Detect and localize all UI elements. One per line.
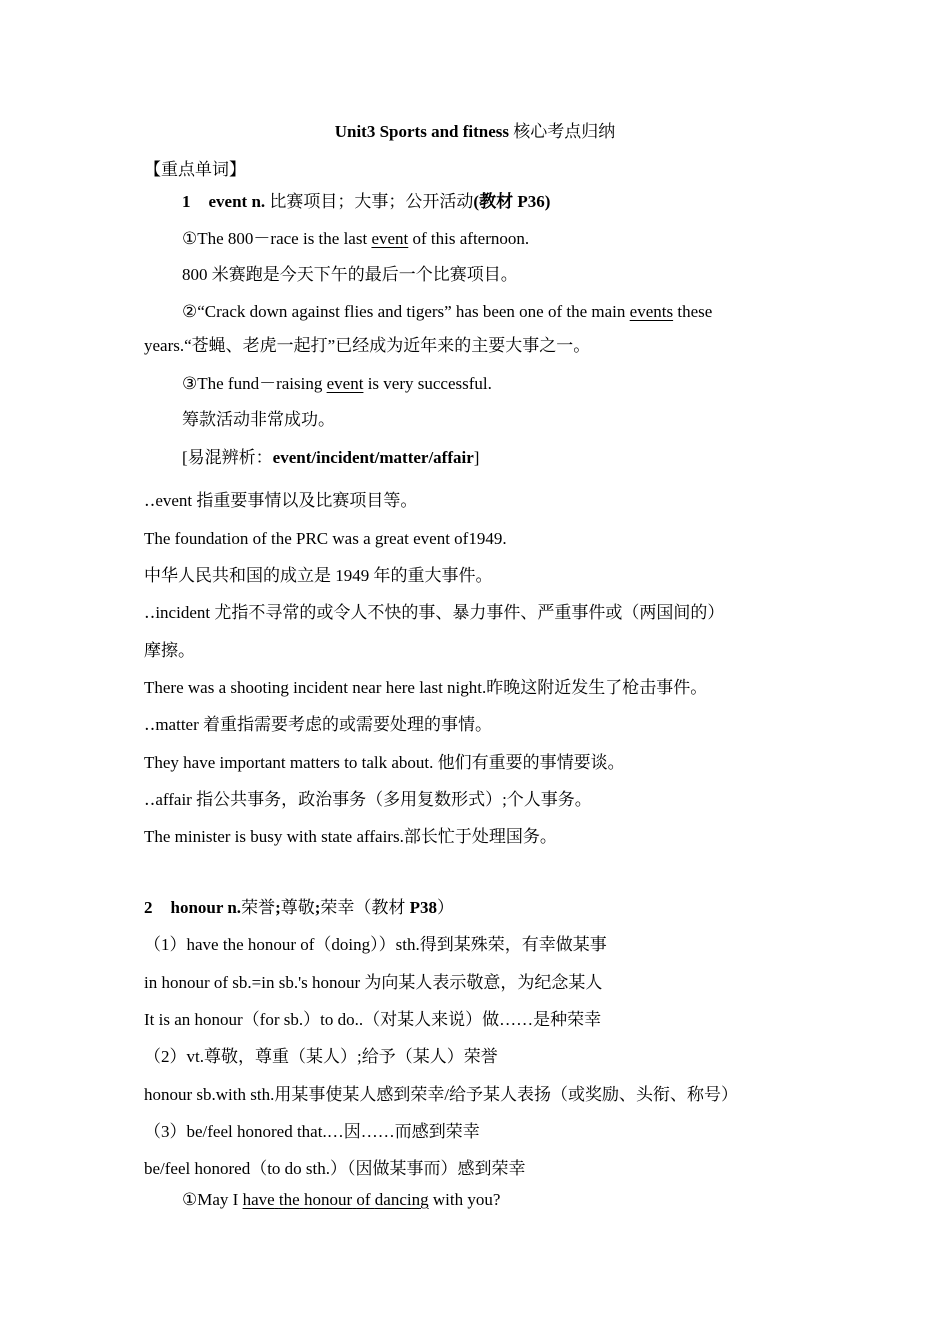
item2-number: 2 bbox=[144, 898, 153, 917]
item2-word: honour n. bbox=[170, 898, 242, 917]
item2-ref-close: ） bbox=[437, 898, 455, 917]
item1-example3-translation: 筹款活动非常成功。 bbox=[182, 410, 335, 429]
item2-heading: 2 honour n.荣誉;尊敬;荣幸（教材 P38） bbox=[144, 898, 455, 917]
usage-line: in honour of sb.=in sb.'s honour 为向某人表示敬意，为纪念某人 bbox=[144, 973, 603, 992]
note-line: 中华人民共和国的成立是 1949 年的重大事件。 bbox=[144, 566, 493, 585]
bianxi-terms: event/incident/matter/affair bbox=[272, 448, 474, 467]
note-line: The foundation of the PRC was a great event of1949. bbox=[144, 529, 507, 548]
note-line: There was a shooting incident near here last night.昨晚这附近发生了枪击事件。 bbox=[144, 678, 708, 697]
item1-example3 bbox=[182, 373, 492, 395]
item1-example1 bbox=[182, 228, 529, 250]
item1-number: 1 bbox=[182, 192, 191, 211]
answer-blank: of bbox=[356, 1190, 371, 1209]
example-keyword: event bbox=[371, 229, 409, 248]
example-text: is very successful. bbox=[363, 374, 492, 393]
item1-example1-translation: 800 米赛跑是今天下午的最后一个比赛项目。 bbox=[182, 265, 518, 284]
note-line: They have important matters to talk about. 他们有重要的事情要谈。 bbox=[144, 753, 625, 772]
item1-bianxi bbox=[182, 447, 479, 469]
example-text: of this afternoon. bbox=[408, 229, 530, 248]
note-line: 摩擦。 bbox=[144, 641, 195, 660]
note-line: ‥affair 指公共事务，政治事务（多用复数形式）;个人事务。 bbox=[144, 790, 592, 809]
example-text: ①May I bbox=[182, 1190, 243, 1209]
answer-blank: dancing bbox=[374, 1190, 429, 1209]
answer-blank: have bbox=[242, 1190, 275, 1209]
example-text: ③The fund－raising bbox=[182, 374, 327, 393]
bianxi-close: ] bbox=[473, 448, 480, 467]
item2-example1 bbox=[182, 1189, 500, 1211]
item2-meaning: 尊敬 bbox=[280, 898, 315, 917]
example-text: ②“Crack down against flies and tigers” has been one of the main bbox=[182, 302, 630, 321]
title-english: Unit3 Sports and fitness bbox=[334, 122, 510, 141]
section-heading: 【重点单词】 bbox=[144, 160, 246, 179]
item1-meaning: 比赛项目；大事；公开活动 bbox=[269, 192, 474, 211]
usage-line: be/feel honored（to do sth.）（因做某事而）感到荣幸 bbox=[144, 1159, 526, 1178]
example-text: with you? bbox=[428, 1190, 501, 1209]
usage-line: honour sb.with sth.用某事使某人感到荣幸/给予某人表扬（或奖励、头衔、称号） bbox=[144, 1085, 739, 1104]
usage-line: It is an honour（for sb.）to do..（对某人来说）做……是种荣幸 bbox=[144, 1010, 602, 1029]
title-chinese: 核心考点归纳 bbox=[513, 122, 616, 141]
answer-blank: the bbox=[278, 1190, 300, 1209]
item1-word: event n. bbox=[208, 192, 266, 211]
example-text: these bbox=[673, 302, 713, 321]
note-line: ‥event 指重要事情以及比赛项目等。 bbox=[144, 491, 418, 510]
item2-meaning: 荣幸 bbox=[320, 898, 355, 917]
answer-blank: honour bbox=[303, 1190, 353, 1209]
item1-ref: (教材 P36) bbox=[473, 192, 551, 211]
item2-meaning: 荣誉 bbox=[241, 898, 276, 917]
note-line: ‥incident 尤指不寻常的或令人不快的事、暴力事件、严重事件或（两国间的） bbox=[144, 603, 725, 622]
usage-line: （1）have the honour of（doing））sth.得到某殊荣，有幸做某事 bbox=[144, 935, 607, 954]
item1-example2 bbox=[182, 301, 712, 323]
note-line: The minister is busy with state affairs.部长忙于处理国务。 bbox=[144, 827, 557, 846]
example-text: ①The 800－race is the last bbox=[182, 229, 372, 248]
item2-ref-open: （教材 bbox=[354, 898, 410, 917]
item1-example2-continuation: years.“苍蝇、老虎一起打”已经成为近年来的主要大事之一。 bbox=[144, 336, 591, 355]
bianxi-open: [易混辨析： bbox=[182, 448, 273, 467]
page-title bbox=[0, 121, 950, 143]
usage-line: （3）be/feel honored that.…因……而感到荣幸 bbox=[144, 1122, 480, 1141]
item1-heading bbox=[182, 191, 550, 213]
example-keyword: event bbox=[326, 374, 364, 393]
note-line: ‥matter 着重指需要考虑的或需要处理的事情。 bbox=[144, 715, 493, 734]
usage-line: （2）vt.尊敬，尊重（某人）;给予（某人）荣誉 bbox=[144, 1047, 498, 1066]
item2-ref-page: P38 bbox=[409, 898, 438, 917]
example-keyword: events bbox=[629, 302, 674, 321]
